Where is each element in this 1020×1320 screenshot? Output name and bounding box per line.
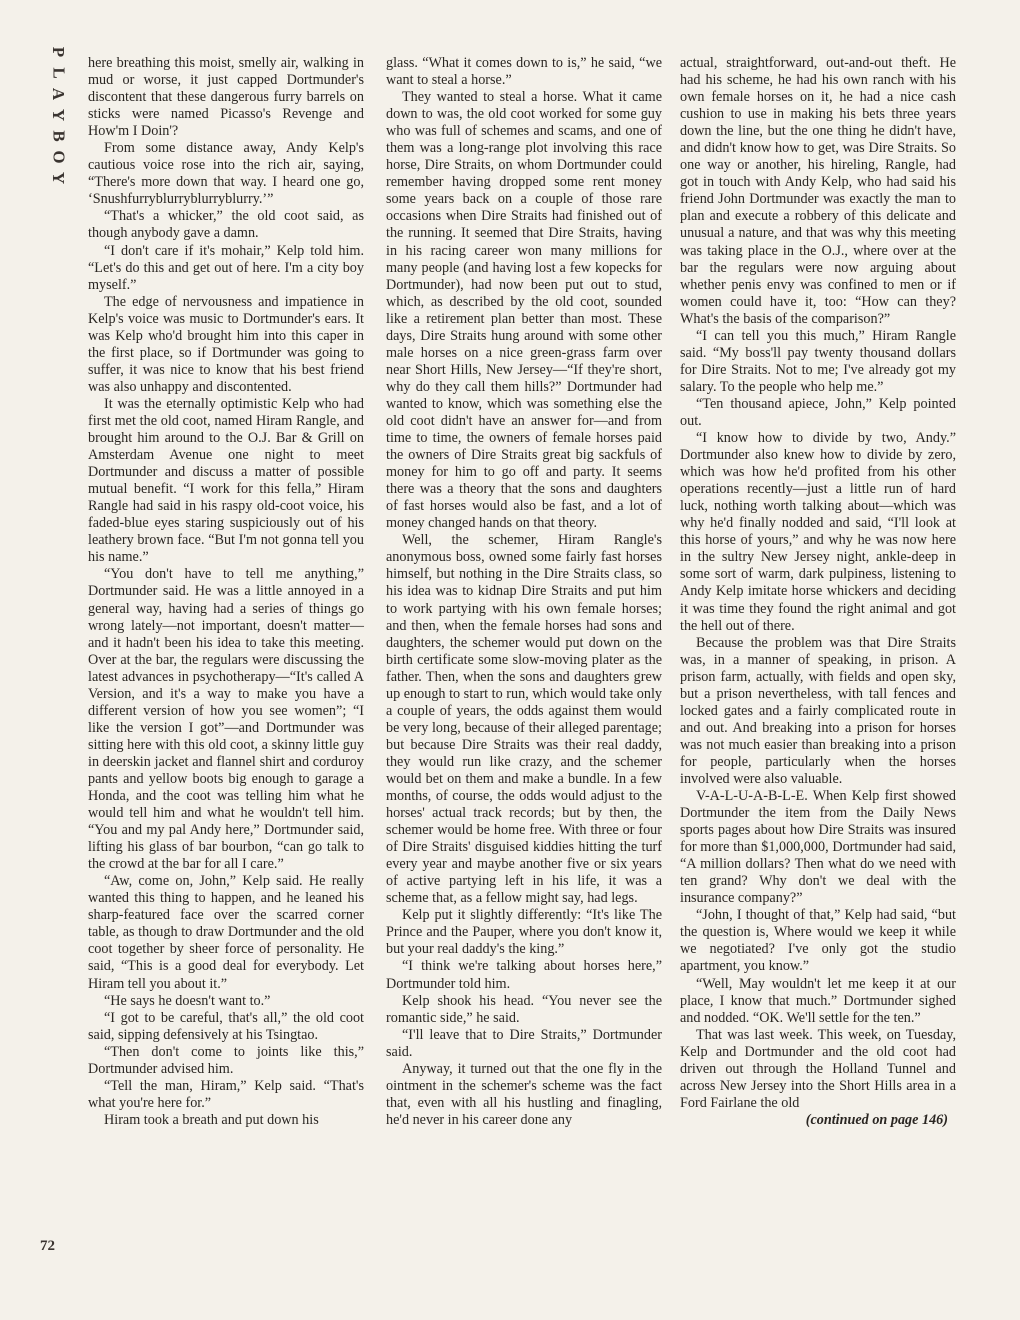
paragraph: “I got to be careful, that's all,” the old coot said, sipping defensively at his Tsingtao. <box>88 1009 364 1043</box>
paragraph: “I know how to divide by two, Andy.” Dortmunder also knew how to divide by zero, which was how he'd profited from his other operations recently—just a little run of hard luck, nothing worth talking about—which was why he'd finally nodded and said, “I'll look at this horse of yours,” and why he was now here in the sultry New Jersey night, ankle-deep in some sort of warm, dark pulpiness, listening to Andy Kelp imitate horse whickers and deciding it was time they found the right animal and got the hell out of there. <box>680 430 956 634</box>
paragraph: Kelp put it slightly differently: “It's like The Prince and the Pauper, where you don't know it, but your real daddy's the king.” <box>386 907 662 958</box>
paragraph: “Well, May wouldn't let me keep it at our place, I know that much.” Dortmunder sighed and nodded. “OK. We'll settle for the ten.” <box>680 975 956 1026</box>
paragraph: “Then don't come to joints like this,” Dortmunder advised him. <box>88 1043 364 1077</box>
paragraph: From some distance away, Andy Kelp's cautious voice rose into the rich air, saying, “There's more down that way. I heard one go, ‘Snushfurryblurryblurryblurry.’” <box>88 140 364 208</box>
paragraph: glass. “What it comes down to is,” he said, “we want to steal a horse.” <box>386 55 662 89</box>
text-column-3 <box>680 55 956 1129</box>
paragraph: “He says he doesn't want to.” <box>104 992 271 1009</box>
paragraph: They wanted to steal a horse. What it came down to was, the old coot worked for some guy who was full of schemes and scams, and one of them was a long-range plot involving this race horse, Dire Straits, on whom Dortmunder could remember having dropped some rent money some years back on a couple of those rare occasions when Dire Straits had finished out of the running. It seemed that Dire Straits, having in his racing career won many millions for many people (and having lost a few kopecks for Dortmunder), had now been put out to stud, which, as described by the old coot, sounded like a retirement plan better than most. These days, Dire Straits hung around with some other male horses on a nice green-grass farm over near Short Hills, New Jersey—“If they're short, why do they call them hills?” Dortmunder had wanted to know, which was something else the old coot didn't have an answer for—and from time to time, the owners of female horses paid the owners of Dire Straits great big sackfuls of money for him to go off and party. It seems there was a theory that the sons and daughters of fast horses would also be fast, and a lot of money changed hands on that theory. <box>386 89 662 532</box>
paragraph: Anyway, it turned out that the one fly in the ointment in the schemer's scheme was the fact that, even with all his hustling and finagling, he'd never in his career done any <box>386 1060 662 1128</box>
masthead-letter: B <box>49 130 69 143</box>
paragraph: “Tell the man, Hiram,” Kelp said. “That's what you're here for.” <box>88 1077 364 1111</box>
masthead-letter: P <box>49 46 69 59</box>
paragraph: “Ten thousand apiece, John,” Kelp pointed out. <box>680 395 956 429</box>
paragraph: Because the problem was that Dire Straits was, in a manner of speaking, in prison. A prison farm, actually, with fields and open sky, but a prison nevertheless, with tall fences and locked gates and a fairly complicated route in and out. And breaking into a prison for horses was not much easier than breaking into a prison for people, particularly when the horses involved were also valuable. <box>680 634 956 787</box>
paragraph: That was last week. This week, on Tuesday, Kelp and Dortmunder and the old coot had driven out through the Holland Tunnel and across New Jersey into the Short Hills area in a Ford Fairlane the old <box>680 1026 956 1111</box>
masthead-letter: O <box>49 150 69 165</box>
paragraph: It was the eternally optimistic Kelp who had first met the old coot, named Hiram Rangle, and brought him around to the O.J. Bar & Grill on Amsterdam Avenue one night to meet Dortmunder and discuss a matter of possible mutual benefit. “I work for this fella,” Hiram Rangle had said in his raspy old-coot voice, his faded-blue eyes staring suspiciously out of his leathery brown face. “But I'm not gonna tell you his name.” <box>88 395 364 566</box>
masthead-letter: Y <box>49 171 69 186</box>
paragraph: actual, straightforward, out-and-out theft. He had his scheme, he had his own ranch with his own female horses on it, he had a nice cash cushion to use in making his bets three years down the line, but the one thing he didn't have, and didn't know how to get, was Dire Straits. So one way or another, his hireling, Rangle, had got in touch with Andy Kelp, who had said his friend John Dortmunder was exactly the man to plan and execute a robbery of this delicate and unusual a nature, and that was why this meeting was taking place in the O.J., where over at the bar the regulars were now arguing about whether penis envy was confined to men or if women could have it, too: “How can they? What's the basis of the comparison?” <box>680 55 956 327</box>
paragraph: “John, I thought of that,” Kelp had said, “but the question is, Where would we keep it while we negotiated? I've only got the studio apartment, you know.” <box>680 907 956 975</box>
page-number: 72 <box>40 1238 55 1254</box>
masthead-letter: A <box>49 87 69 102</box>
text-column-1 <box>88 55 364 1129</box>
paragraph: V-A-L-U-A-B-L-E. When Kelp first showed Dortmunder the item from the Daily News sports pages about how Dire Straits was insured for more than $1,000,000, Dortmunder had said, “A million dollars? Then what do we need with ten grand? Why don't we deal with the insurance company?” <box>680 788 956 907</box>
paragraph: Kelp shook his head. “You never see the romantic side,” he said. <box>386 992 662 1026</box>
paragraph: “Aw, come on, John,” Kelp said. He really wanted this thing to happen, and he leaned his sharp-featured face over the scarred corner table, as though to draw Dortmunder and the old coot together by sheer force of personality. He said, “This is a good deal for everybody. Let Hiram tell you about it.” <box>88 873 364 992</box>
paragraph: “I think we're talking about horses here,” Dortmunder told him. <box>386 958 662 992</box>
masthead-letter: L <box>49 67 69 80</box>
paragraph: “I'll leave that to Dire Straits,” Dortmunder said. <box>386 1026 662 1060</box>
text-column-2 <box>386 55 662 1129</box>
continued-note: (continued on page 146) <box>805 1111 948 1128</box>
paragraph: The edge of nervousness and impatience in Kelp's voice was music to Dortmunder's ears. It was Kelp who'd brought him into this caper in the first place, so if Dortmunder was going to suffer, it was nice to know that his best friend was also unhappy and discontented. <box>88 293 364 395</box>
paragraph: “I don't care if it's mohair,” Kelp told him. “Let's do this and get out of here. I'm a city boy myself.” <box>88 242 364 293</box>
paragraph: Well, the schemer, Hiram Rangle's anonymous boss, owned some fairly fast horses himself, but nothing in the Dire Straits class, so his idea was to kidnap Dire Straits and put him to work partying with his own female horses; and then, when the female horses had sons and daughters, the schemer would put down on the birth certificate some slow-moving plater as the father. Then, when the sons and daughters grew up enough to start to run, which would take only a couple of years, the odds against them would be very long, because of their alleged parentage; but because Dire Straits was their real daddy, they would run like crazy, and the schemer would bet on them and make a bundle. In a few months, of course, the odds would adjust to the horses' actual track records; but by then, the schemer would be home free. With three or four of Dire Straits' disguised kiddies hitting the turf every year and maybe another five or six years of active partying left in his life, it was a scheme that, as a fellow might say, had legs. <box>386 532 662 907</box>
masthead-playboy <box>44 42 74 189</box>
paragraph: Hiram took a breath and put down his <box>104 1111 319 1128</box>
paragraph: here breathing this moist, smelly air, walking in mud or worse, it just capped Dortmunder's discontent that these dangerous furry barrels on sticks were named Picasso's Revenge and How'm I Doin'? <box>88 55 364 140</box>
masthead-letter: Y <box>49 108 69 123</box>
paragraph: “That's a whicker,” the old coot said, as though anybody gave a damn. <box>88 208 364 242</box>
paragraph: “You don't have to tell me anything,” Dortmunder said. He was a little annoyed in a general way, having had a series of things go wrong lately—not important, doesn't matter—and it hadn't been his idea to take this meeting. Over at the bar, the regulars were discussing the latest advances in psychotherapy—“It's called A Version, and it's a way to make you have a different version of how you see women”; “I like the version I got”—and Dortmunder was sitting here with this old coot, a skinny little guy in deerskin jacket and flannel shirt and corduroy pants and yellow boots big enough to garage a Honda, and the coot was telling him what he would tell him and what he wouldn't tell him. “You and my pal Andy here,” Dortmunder said, lifting his glass of bar bourbon, “can go talk to the crowd at the bar for all I care.” <box>88 566 364 873</box>
paragraph: “I can tell you this much,” Hiram Rangle said. “My boss'll pay twenty thousand dollars for Dire Straits. Not to me; I've already got my salary. To the people who help me.” <box>680 327 956 395</box>
